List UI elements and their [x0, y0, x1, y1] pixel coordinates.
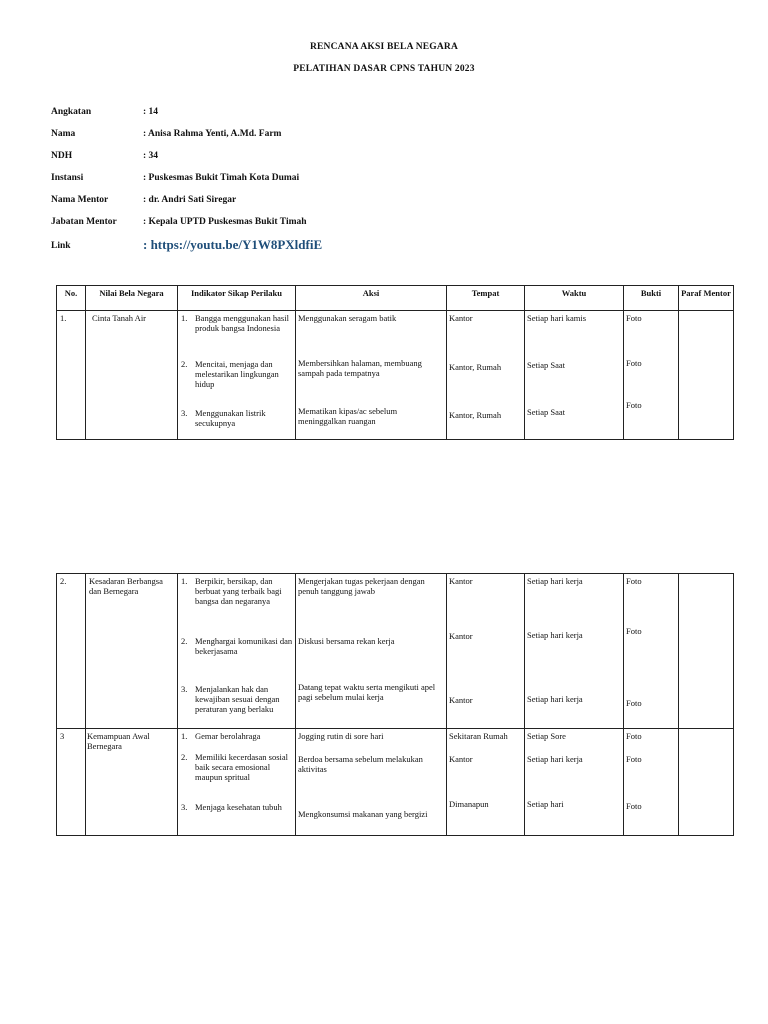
paraf-cell	[679, 729, 734, 836]
indikator-text: Menjaga kesehatan tubuh	[195, 802, 282, 812]
aksi-text: Menggunakan seragam batik	[298, 313, 397, 323]
tempat-text: Dimanapun	[449, 799, 489, 809]
tempat-text: Kantor	[449, 695, 473, 705]
header-bukti: Bukti	[624, 286, 679, 311]
tempat-text: Sekitaran Rumah	[449, 731, 508, 741]
tempat-text: Kantor, Rumah	[449, 362, 502, 372]
document-subtitle: PELATIHAN DASAR CPNS TAHUN 2023	[293, 64, 475, 74]
waktu-text: Setiap hari kamis	[527, 313, 587, 323]
plan-table-1	[56, 285, 734, 440]
waktu-cell	[525, 574, 624, 729]
tempat-cell	[447, 574, 525, 729]
waktu-text: Setiap Saat	[527, 407, 566, 417]
aksi-cell	[296, 574, 447, 729]
document-title: RENCANA AKSI BELA NEGARA	[309, 42, 459, 52]
header-indikator: Indikator Sikap Perilaku	[178, 286, 296, 311]
info-value-ndh: : 34	[143, 151, 159, 161]
row-no: 1.	[57, 311, 86, 440]
row-no: 2.	[57, 574, 86, 729]
info-label-instansi: Instansi	[51, 173, 84, 183]
info-label-link: Link	[51, 241, 71, 251]
bukti-cell	[624, 574, 679, 729]
header-no: No.	[57, 286, 86, 311]
indikator-text: Mencitai, menjaga dan melestarikan lingkungan hidup	[195, 359, 279, 389]
waktu-cell	[525, 311, 624, 440]
info-label-angkatan: Angkatan	[51, 107, 92, 117]
info-value-instansi: : Puskesmas Bukit Timah Kota Dumai	[143, 173, 300, 183]
aksi-text: Membersihkan halaman, membuang sampah pada tempatnya	[298, 358, 422, 378]
paraf-cell	[679, 574, 734, 729]
bukti-text: Foto	[626, 754, 642, 764]
tempat-cell	[447, 311, 525, 440]
tempat-cell	[447, 729, 525, 836]
waktu-text: Setiap hari kerja	[527, 754, 583, 764]
tempat-text: Kantor	[449, 313, 473, 323]
waktu-text: Setiap Saat	[527, 360, 566, 370]
aksi-text: Mematikan kipas/ac sebelum meninggalkan ruangan	[298, 406, 398, 426]
info-label-nama: Nama	[51, 129, 76, 139]
aksi-cell	[296, 311, 447, 440]
indikator-number: 1.	[181, 576, 188, 586]
row-nilai: Cinta Tanah Air	[86, 311, 178, 440]
indikator-text: Gemar berolahraga	[195, 731, 261, 741]
aksi-text: Mengerjakan tugas pekerjaan dengan penuh tanggung jawab	[298, 576, 425, 596]
row-nilai: Kemampuan Awal Bernegara	[86, 729, 178, 836]
indikator-number: 1.	[181, 731, 188, 741]
indikator-text: Menjalankan hak dan kewajiban sesuai dengan peraturan yang berlaku	[195, 684, 280, 714]
aksi-text: Datang tepat waktu serta mengikuti apel pagi sebelum mulai kerja	[298, 682, 436, 702]
indikator-text: Bangga menggunakan hasil produk bangsa Indonesia	[195, 313, 289, 333]
row-nilai: Kesadaran Berbangsa dan Bernegara	[86, 574, 178, 729]
info-value-nama: : Anisa Rahma Yenti, A.Md. Farm	[143, 129, 282, 139]
indikator-cell	[178, 729, 296, 836]
table-row	[57, 311, 734, 440]
table-row	[57, 729, 734, 836]
waktu-cell	[525, 729, 624, 836]
bukti-text: Foto	[626, 313, 642, 323]
tempat-text: Kantor	[449, 576, 473, 586]
aksi-text: Mengkonsumsi makanan yang bergizi	[298, 809, 428, 819]
waktu-text: Setiap Sore	[527, 731, 566, 741]
bukti-text: Foto	[626, 731, 642, 741]
bukti-text: Foto	[626, 576, 642, 586]
aksi-cell	[296, 729, 447, 836]
info-value-link[interactable]: : https://youtu.be/Y1W8PXldfiE	[143, 237, 323, 252]
tempat-text: Kantor	[449, 631, 473, 641]
indikator-text: Memiliki kecerdasan sosial baik secara emosional maupun spritual	[195, 752, 289, 782]
paraf-cell	[679, 311, 734, 440]
indikator-number: 3.	[181, 408, 188, 418]
indikator-cell	[178, 311, 296, 440]
bukti-cell	[624, 729, 679, 836]
indikator-number: 2.	[181, 636, 188, 646]
waktu-text: Setiap hari kerja	[527, 694, 583, 704]
bukti-text: Foto	[626, 698, 642, 708]
header-paraf: Paraf Mentor	[679, 286, 734, 311]
aksi-text: Jogging rutin di sore hari	[298, 731, 384, 741]
aksi-text: Berdoa bersama sebelum melakukan aktivitas	[298, 754, 423, 774]
table-header-row	[57, 286, 734, 311]
indikator-cell	[178, 574, 296, 729]
waktu-text: Setiap hari	[527, 799, 564, 809]
bukti-text: Foto	[626, 400, 642, 410]
aksi-text: Diskusi bersama rekan kerja	[298, 636, 395, 646]
bukti-text: Foto	[626, 801, 642, 811]
bukti-text: Foto	[626, 358, 642, 368]
header-nilai: Nilai Bela Negara	[86, 286, 178, 311]
info-value-angkatan: : 14	[143, 107, 159, 117]
header-tempat: Tempat	[447, 286, 525, 311]
table-row	[57, 574, 734, 729]
indikator-text: Menggunakan listrik secukupnya	[195, 408, 266, 428]
waktu-text: Setiap hari kerja	[527, 630, 583, 640]
bukti-text: Foto	[626, 626, 642, 636]
header-waktu: Waktu	[525, 286, 624, 311]
info-label-jabatan-mentor: Jabatan Mentor	[51, 217, 117, 227]
row-no: 3	[57, 729, 86, 836]
header-aksi: Aksi	[296, 286, 447, 311]
info-value-nama-mentor: : dr. Andri Sati Siregar	[143, 195, 237, 205]
plan-table-2	[56, 573, 734, 836]
tempat-text: Kantor	[449, 754, 473, 764]
indikator-number: 1.	[181, 313, 188, 323]
indikator-number: 3.	[181, 802, 188, 812]
info-value-jabatan-mentor: : Kepala UPTD Puskesmas Bukit Timah	[143, 217, 307, 227]
info-label-ndh: NDH	[51, 151, 73, 161]
indikator-number: 2.	[181, 752, 188, 762]
tempat-text: Kantor, Rumah	[449, 410, 502, 420]
indikator-number: 2.	[181, 359, 188, 369]
bukti-cell	[624, 311, 679, 440]
indikator-number: 3.	[181, 684, 188, 694]
indikator-text: Menghargai komunikasi dan bekerjasama	[195, 636, 293, 656]
waktu-text: Setiap hari kerja	[527, 576, 583, 586]
indikator-text: Berpikir, bersikap, dan berbuat yang terbaik bagi bangsa dan negaranya	[195, 576, 282, 606]
info-label-nama-mentor: Nama Mentor	[51, 195, 109, 205]
